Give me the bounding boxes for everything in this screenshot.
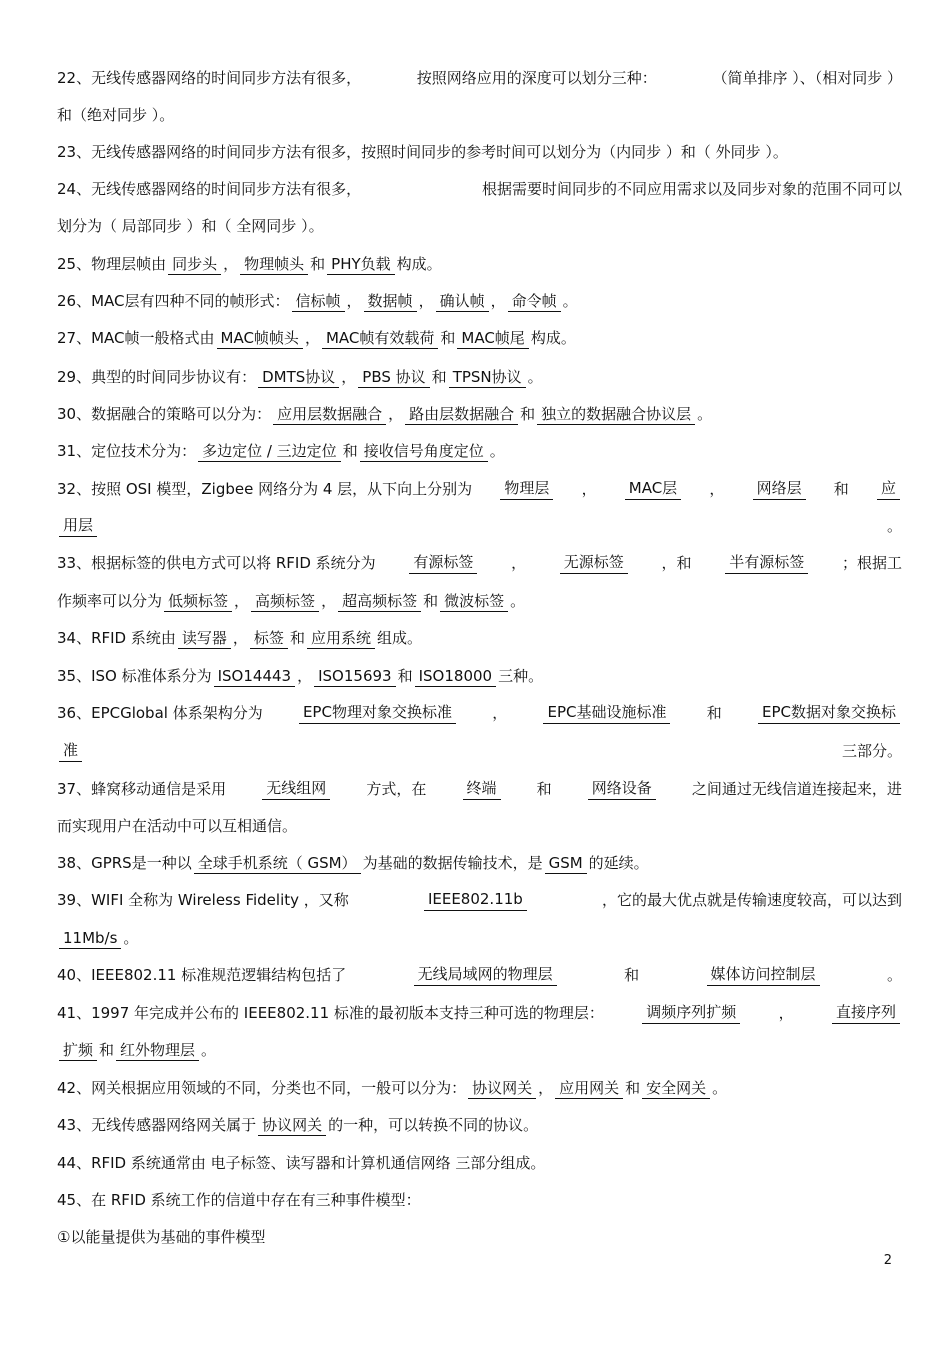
question-text: ， xyxy=(581,480,597,498)
question-text: 内同步 ）和（ 外同步 ）。 xyxy=(616,143,788,161)
question-text: 40、IEEE802.11 标准规范逻辑结构包括了 xyxy=(57,966,347,984)
fill-in-answer: MAC层 xyxy=(625,478,681,500)
fill-in-answer: 全球手机系统（ GSM） xyxy=(194,853,361,874)
question-text: 方式，在 xyxy=(366,780,427,798)
text-line xyxy=(57,1189,902,1211)
question-text: ；根据工 xyxy=(841,554,902,572)
question-text: 45、在 RFID 系统工作的信道中存在有三种事件模型： xyxy=(57,1191,421,1209)
text-line xyxy=(57,552,902,574)
text-line xyxy=(57,178,902,200)
question-text: 。 xyxy=(712,1079,728,1097)
fill-in-answer: 独立的数据融合协议层 xyxy=(537,404,695,425)
question-text: 和 xyxy=(397,667,413,685)
fill-in-answer: IEEE802.11b xyxy=(424,889,527,911)
fill-in-answer: EPC基础设施标准 xyxy=(543,702,670,724)
fill-in-answer: 读写器 xyxy=(178,628,231,649)
question-text: 34、RFID 系统由 xyxy=(57,629,176,647)
fill-in-answer: MAC帧帧头 xyxy=(217,328,303,349)
text-line xyxy=(57,702,902,724)
question-text: 和 xyxy=(536,780,552,798)
question-text: 。 xyxy=(562,292,578,310)
question-text: 和 xyxy=(423,592,439,610)
question-text: 31、定位技术分为： xyxy=(57,442,197,460)
question-text: 和 xyxy=(431,368,447,386)
text-line xyxy=(57,366,902,388)
text-line xyxy=(57,67,902,89)
question-text: 划分为（ 局部同步 ）和（ 全网同步 ）。 xyxy=(57,217,324,235)
question-text: 和 xyxy=(833,480,849,498)
fill-in-answer: 11Mb/s xyxy=(59,928,121,949)
question-text: ， xyxy=(304,329,320,347)
fill-in-answer: 无源标签 xyxy=(560,552,628,574)
question-text: 按照网络应用的深度可以划分三种： xyxy=(416,69,657,87)
fill-in-answer: 应 xyxy=(877,478,900,500)
fill-in-answer: DMTS协议 xyxy=(258,367,339,388)
text-line xyxy=(57,627,902,649)
question-text: 和 xyxy=(624,966,640,984)
fill-in-answer: EPC物理对象交换标准 xyxy=(299,702,456,724)
text-line xyxy=(57,778,902,800)
fill-in-answer: 确认帧 xyxy=(436,291,489,312)
question-text: ， xyxy=(778,1004,794,1022)
fill-in-answer: 调频序列扩频 xyxy=(642,1002,740,1024)
question-text: 32、按照 OSI 模型，Zigbee 网络分为 4 层，从下向上分别为 xyxy=(57,480,473,498)
fill-in-answer: 直接序列 xyxy=(832,1002,900,1024)
question-text: 33、根据标签的供电方式可以将 RFID 系统分为 xyxy=(57,554,376,572)
fill-in-answer: 网络设备 xyxy=(588,778,656,800)
fill-in-answer: 物理层 xyxy=(500,478,553,500)
question-text: 44、RFID 系统通常由 电子标签、读写器和计算机通信网络 三部分组成。 xyxy=(57,1154,546,1172)
question-text: ， xyxy=(321,592,337,610)
fill-in-answer: GSM xyxy=(545,853,587,874)
question-text: 26、MAC层有四种不同的帧形式： xyxy=(57,292,290,310)
fill-in-answer: 数据帧 xyxy=(364,291,417,312)
fill-in-answer: MAC帧尾 xyxy=(457,328,528,349)
question-text: ， xyxy=(346,292,362,310)
question-text: 29、典型的时间同步协议有： xyxy=(57,368,257,386)
question-text: 。 xyxy=(527,368,543,386)
question-text: 39、WIFI 全称为 Wireless Fidelity ，又称 xyxy=(57,891,349,909)
question-text: 和 xyxy=(520,405,536,423)
fill-in-answer: 扩频 xyxy=(59,1040,97,1061)
question-text: ， xyxy=(511,554,527,572)
question-text: ， xyxy=(297,667,313,685)
fill-in-answer: 无线局域网的物理层 xyxy=(414,964,557,986)
question-text: 而实现用户在活动中可以互相通信。 xyxy=(57,817,298,835)
question-text: 的一种，可以转换不同的协议。 xyxy=(328,1116,539,1134)
fill-in-answer: PHY负载 xyxy=(327,254,395,275)
question-text: 25、物理层帧由 xyxy=(57,255,167,273)
text-line xyxy=(57,927,902,949)
text-line xyxy=(57,1039,902,1061)
question-text: ， xyxy=(490,292,506,310)
text-line xyxy=(57,1114,902,1136)
text-line xyxy=(57,478,902,500)
question-text: 和 xyxy=(99,1041,115,1059)
question-text: 构成。 xyxy=(530,329,576,347)
fill-in-answer: 高频标签 xyxy=(251,591,319,612)
fill-in-answer: 超高频标签 xyxy=(338,591,421,612)
question-text: 43、无线传感器网络网关属于 xyxy=(57,1116,257,1134)
question-text: 。 xyxy=(123,929,139,947)
text-line xyxy=(57,290,902,312)
question-text: ， xyxy=(388,405,404,423)
fill-in-answer: 同步头 xyxy=(168,254,221,275)
fill-in-answer: 应用系统 xyxy=(307,628,375,649)
fill-in-answer: 路由层数据融合 xyxy=(405,404,518,425)
question-text: 。 xyxy=(510,592,526,610)
fill-in-answer: ISO14443 xyxy=(214,666,295,687)
fill-in-answer: 无线组网 xyxy=(262,778,330,800)
fill-in-answer: 媒体访问控制层 xyxy=(707,964,820,986)
question-text: 和 xyxy=(289,629,305,647)
fill-in-answer: 协议网关 xyxy=(468,1078,536,1099)
fill-in-answer: 微波标签 xyxy=(440,591,508,612)
question-text: 组成。 xyxy=(376,629,422,647)
fill-in-answer: 网络层 xyxy=(753,478,806,500)
question-text: （简单排序 ）、（相对同步 ） xyxy=(712,69,902,87)
fill-in-answer: TPSN协议 xyxy=(449,367,526,388)
question-text: 30、数据融合的策略可以分为： xyxy=(57,405,272,423)
question-text: 之间通过无线信道连接起来，进 xyxy=(691,780,902,798)
text-line xyxy=(57,1152,902,1174)
question-text: 三种。 xyxy=(498,667,544,685)
question-text: 41、1997 年完成并公布的 IEEE802.11 标准的最初版本支持三种可选的物理层： xyxy=(57,1004,604,1022)
question-text: 35、ISO 标准体系分为 xyxy=(57,667,212,685)
question-text: 37、蜂窝移动通信是采用 xyxy=(57,780,227,798)
fill-in-answer: EPC数据对象交换标 xyxy=(758,702,900,724)
fill-in-answer: 物理帧头 xyxy=(240,254,308,275)
question-text: 。 xyxy=(886,966,902,984)
question-text: ， xyxy=(341,368,357,386)
question-text: ， xyxy=(709,480,725,498)
text-line xyxy=(57,852,902,874)
question-text: 作频率可以分为 xyxy=(57,592,163,610)
question-text: 为基础的数据传输技术，是 xyxy=(362,854,543,872)
question-text: 和 xyxy=(440,329,456,347)
question-text: ， xyxy=(418,292,434,310)
text-line xyxy=(57,440,902,462)
page-number: 2 xyxy=(883,1253,892,1268)
text-line xyxy=(57,740,902,762)
question-text: 根据需要时间同步的不同应用需求以及同步对象的范围不同可以 xyxy=(481,180,902,198)
fill-in-answer: 用层 xyxy=(59,515,97,537)
fill-in-answer: 多边定位 / 三边定位 xyxy=(198,441,341,462)
question-text: 和 xyxy=(342,442,358,460)
fill-in-answer: 有源标签 xyxy=(409,552,477,574)
fill-in-answer: 红外物理层 xyxy=(116,1040,199,1061)
text-line xyxy=(57,1002,902,1024)
text-line xyxy=(57,1226,902,1248)
question-text: 和 xyxy=(310,255,326,273)
question-text: 。 xyxy=(201,1041,217,1059)
question-text: 的延续。 xyxy=(588,854,649,872)
fill-in-answer: 半有源标签 xyxy=(725,552,808,574)
text-line xyxy=(57,327,902,349)
question-text: 和 xyxy=(625,1079,641,1097)
fill-in-answer: 命令帧 xyxy=(508,291,561,312)
fill-in-answer: 接收信号角度定位 xyxy=(360,441,488,462)
question-text: ，和 xyxy=(661,554,692,572)
fill-in-answer: 应用网关 xyxy=(555,1078,623,1099)
text-line xyxy=(57,253,902,275)
question-text: ，它的最大优点就是传输速度较高，可以达到 xyxy=(601,891,902,909)
question-text: 22、无线传感器网络的时间同步方法有很多， xyxy=(57,69,362,87)
question-text: 和（绝对同步 ）。 xyxy=(57,106,175,124)
fill-in-answer: 协议网关 xyxy=(258,1115,326,1136)
fill-in-answer: 准 xyxy=(59,740,82,762)
question-text: 23、无线传感器网络的时间同步方法有很多，按照时间同步的参考时间可以划分为（ xyxy=(57,143,617,161)
fill-in-answer: 应用层数据融合 xyxy=(273,404,386,425)
text-line xyxy=(57,889,902,911)
question-text: 。 xyxy=(489,442,505,460)
fill-in-answer: 信标帧 xyxy=(292,291,345,312)
fill-in-answer: 安全网关 xyxy=(642,1078,710,1099)
question-text: 42、网关根据应用领域的不同，分类也不同，一般可以分为： xyxy=(57,1079,467,1097)
question-text: 27、MAC帧一般格式由 xyxy=(57,329,215,347)
question-text: ， xyxy=(492,704,508,722)
question-text: ， xyxy=(234,592,250,610)
text-line xyxy=(57,1077,902,1099)
fill-in-answer: PBS 协议 xyxy=(358,367,429,388)
fill-in-answer: 标签 xyxy=(250,628,288,649)
text-line xyxy=(57,665,902,687)
question-text: ①以能量提供为基础的事件模型 xyxy=(57,1228,266,1246)
question-text: ， xyxy=(223,255,239,273)
fill-in-answer: ISO15693 xyxy=(314,666,395,687)
question-text: 。 xyxy=(697,405,713,423)
text-line xyxy=(57,590,902,612)
text-line xyxy=(57,141,902,163)
text-line xyxy=(57,515,902,537)
text-line xyxy=(57,104,902,126)
question-text: ， xyxy=(232,629,248,647)
question-text: 。 xyxy=(886,517,902,535)
fill-in-answer: 终端 xyxy=(463,778,501,800)
fill-in-answer: MAC帧有效载荷 xyxy=(322,328,438,349)
text-line xyxy=(57,215,902,237)
text-line xyxy=(57,403,902,425)
fill-in-answer: ISO18000 xyxy=(415,666,496,687)
text-line xyxy=(57,815,902,837)
question-text: ， xyxy=(538,1079,554,1097)
text-line xyxy=(57,964,902,986)
question-text: 三部分。 xyxy=(841,742,902,760)
question-text: 构成。 xyxy=(396,255,442,273)
question-text: 38、GPRS是一种以 xyxy=(57,854,192,872)
fill-in-answer: 低频标签 xyxy=(164,591,232,612)
question-text: 和 xyxy=(706,704,722,722)
question-text: 24、无线传感器网络的时间同步方法有很多， xyxy=(57,180,362,198)
question-text: 36、EPCGlobal 体系架构分为 xyxy=(57,704,263,722)
